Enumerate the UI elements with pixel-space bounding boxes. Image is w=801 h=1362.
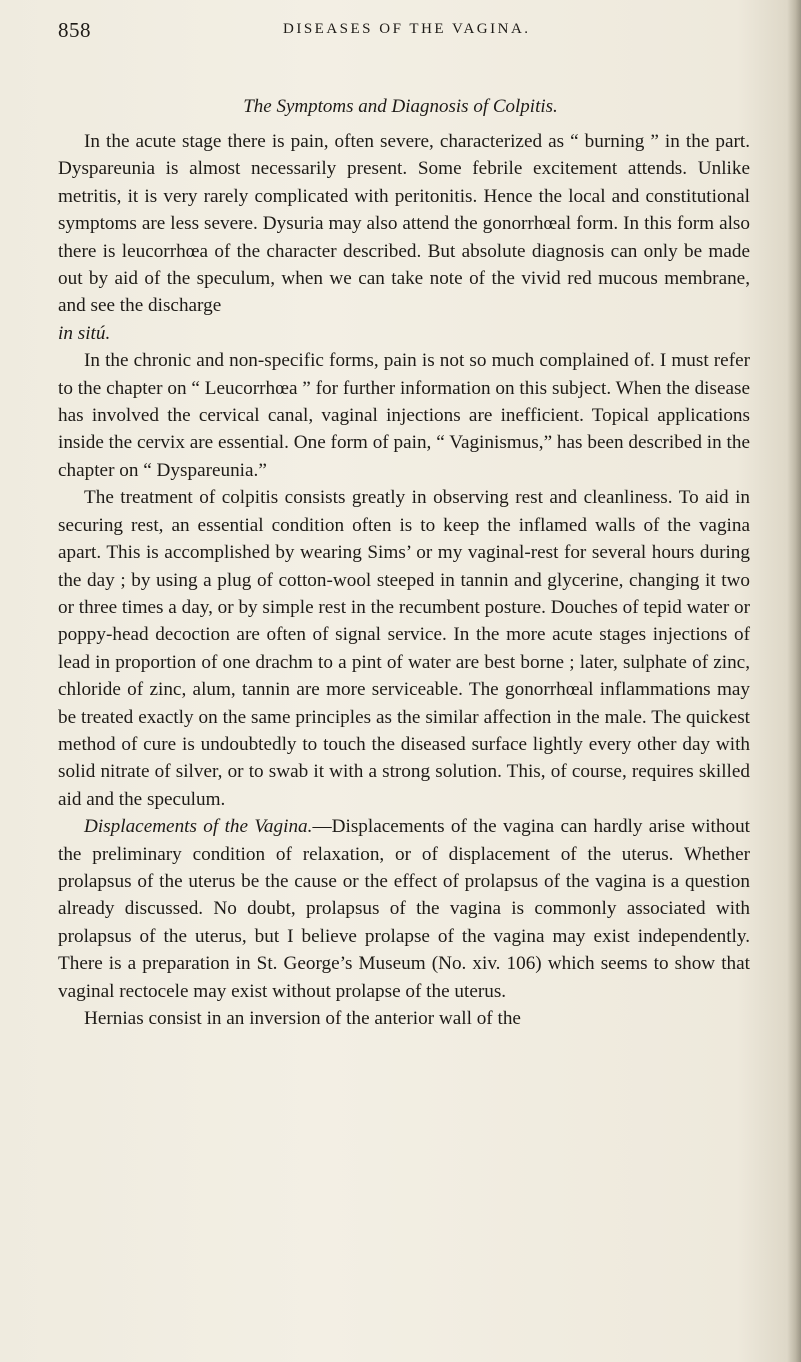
paragraph-treatment [58, 484, 750, 813]
paragraph-acute-stage [58, 128, 750, 320]
paragraph-text: In the acute stage there is pain, often severe, characterized as “ burning ” in the part. Dyspareunia is almost necessarily present. Some febrile excitement attends. Unlike metritis, it is very rarely complicated with peritonitis. Hence the local and constitutional symptoms are less severe. Dysuria may also attend the gonorrhœal form. In this form also there is leucorrhœa of the character described. But absolute diagnosis can only be made out by aid of the speculum, when we can take note of the vivid red mucous membrane, and see the discharge [58, 131, 750, 317]
page-edge-shadow [787, 0, 801, 1362]
paragraph-text: The treatment of colpitis consists greatly in observing rest and cleanliness. To aid in securing rest, an essential condition often is to keep the inflamed walls of the vagina apart. This is accomplished by wearing Sims’ or my vaginal-rest for several hours during the day ; by using a plug of cotton-wool steeped in tannin and glycerine, changing it two or three times a day, or by simple rest in the recumbent posture. Douches of tepid water or poppy-head decoction are often of signal service. In the more acute stages injections of lead in proportion of one drachm to a pint of water are best borne ; later, sulphate of zinc, chloride of zinc, alum, tannin are more serviceable. The gonorrhœal inflammations may be treated exactly on the same principles as the similar affection in the male. The quickest method of cure is undoubtedly to touch the diseased surface lightly every other day with solid nitrate of silver, or to swab it with a strong solution. This, of course, requires skilled aid and the speculum. [58, 487, 750, 810]
paragraph-lead: Displacements of the Vagina. [84, 816, 313, 838]
paragraph-lead: in sitú. [58, 322, 111, 344]
page-header [58, 18, 748, 46]
section-title: The Symptoms and Diagnosis of Colpitis. [243, 96, 558, 117]
paragraph-text: Hernias consist in an inversion of the anterior wall of the [84, 1008, 521, 1029]
paragraph-in-situ [58, 320, 750, 347]
paragraph-chronic-forms [58, 347, 750, 484]
paragraph-displacements [58, 813, 750, 1005]
running-head: DISEASES OF THE VAGINA. [283, 21, 531, 37]
paragraph-text: —Displacements of the vagina can hardly arise without the preliminary condition of relaxation, or of displacement of the uterus. Whether prolapsus of the uterus be the cause or the effect of prolapsus of the vagina is a question already discussed. No doubt, prolapsus of the vagina is commonly associated with prolapsus of the uterus, but I believe prolapse of the vagina may exist independently. There is a preparation in St. George’s Museum (No. xiv. 106) which seems to show that vaginal rectocele may exist without prolapse of the uterus. [58, 816, 750, 1002]
page-number: 858 [58, 18, 91, 42]
body-text [58, 128, 750, 1032]
paragraph-hernias [58, 1005, 750, 1032]
paragraph-text: In the chronic and non-specific forms, pain is not so much complained of. I must refer to the chapter on “ Leucorrhœa ” for further information on this subject. When the disease has involved the cervical canal, vaginal injections are inefficient. Topical applications inside the cervix are essential. One form of pain, “ Vaginismus,” has been described in the chapter on “ Dyspareunia.” [58, 350, 750, 481]
